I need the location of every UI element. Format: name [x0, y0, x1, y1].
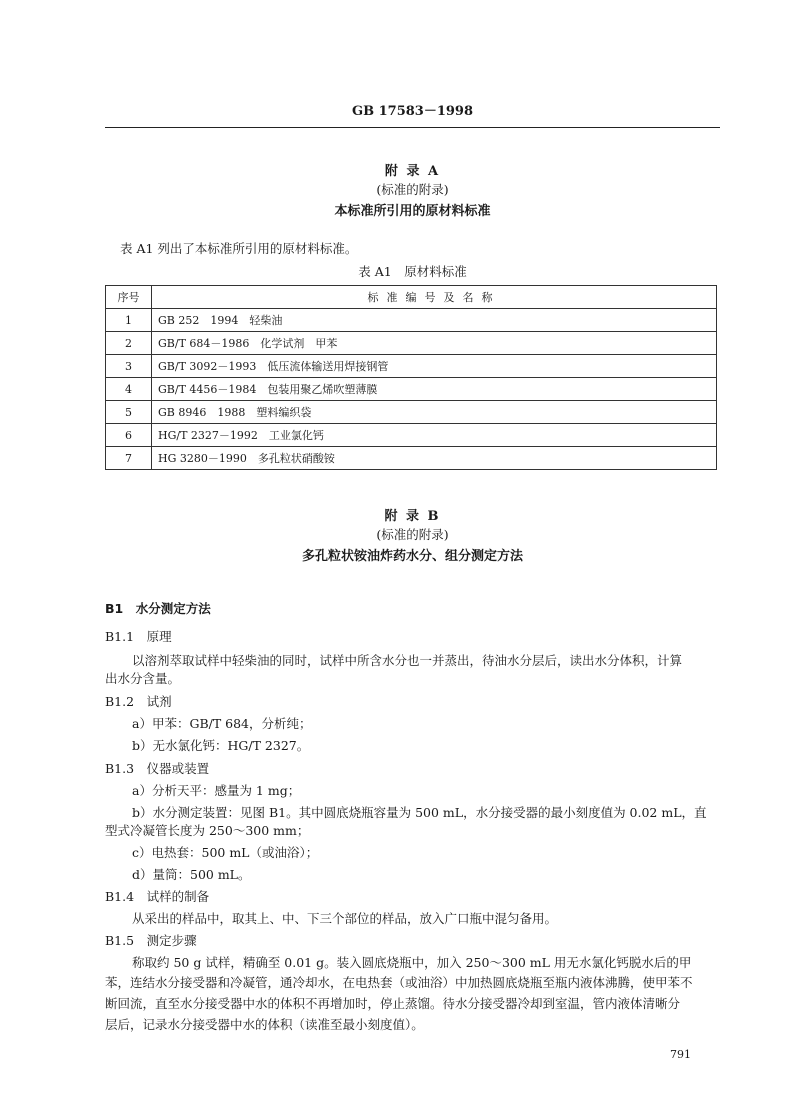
b1-5-text-line3: 断回流，直至水分接受器中水的体积不再增加时，停止蒸馏。待水分接受器冷却到室温，管内液体清晰分 — [105, 996, 681, 1011]
b1-1-text-line2: 出水分含量。 — [105, 671, 181, 686]
appendix-a-intro: 表 A1 列出了本标准所引用的原材料标准。 — [120, 241, 358, 256]
b1-3-item-d: d）量筒：500 mL。 — [132, 867, 251, 882]
b1-3-item-a: a）分析天平：感量为 1 mg； — [132, 783, 301, 798]
section-b1-3-heading: B1.3 仪器或装置 — [105, 761, 210, 776]
b1-5-text-line1: 称取约 50 g 试样，精确至 0.01 g。装入圆底烧瓶中，加入 250～300 mL 用无水氯化钙脱水后的甲 — [132, 955, 692, 970]
appendix-b-heading: 多孔粒状铵油炸药水分、组分测定方法 — [301, 549, 523, 564]
table-cell-text: GB 8946 1988 塑料编织袋 — [152, 401, 717, 424]
b1-2-item-a: a）甲苯：GB/T 684，分析纯； — [132, 716, 312, 731]
table-cell-no: 6 — [106, 424, 152, 447]
section-b1-2-heading: B1.2 试剂 — [105, 694, 172, 709]
appendix-b-title: 附 录 B — [384, 509, 441, 524]
table-row — [106, 424, 717, 447]
table-cell-text: HG/T 2327－1992 工业氯化钙 — [152, 424, 717, 447]
table-cell-text: HG 3280－1990 多孔粒状硝酸铵 — [152, 447, 717, 470]
table-caption: 表 A1 原材料标准 — [358, 264, 467, 279]
table-row — [106, 447, 717, 470]
table-row — [106, 355, 717, 378]
b1-5-text-line4: 层后，记录水分接受器中水的体积（读准至最小刻度值）。 — [105, 1017, 424, 1032]
section-b1-4-heading: B1.4 试样的制备 — [105, 889, 210, 904]
table-header-name: 标准编号及名称 — [152, 286, 717, 309]
table-row — [106, 332, 717, 355]
table-header-row — [106, 286, 717, 309]
appendix-a-heading: 本标准所引用的原材料标准 — [334, 204, 491, 219]
table-cell-no: 5 — [106, 401, 152, 424]
table-row — [106, 401, 717, 424]
appendix-a-subtitle: (标准的附录) — [376, 182, 449, 197]
b1-3-item-b-line1: b）水分测定装置：见图 B1。其中圆底烧瓶容量为 500 mL，水分接受器的最小刻度值为 0.02 mL，直 — [132, 805, 707, 820]
table-cell-no: 7 — [106, 447, 152, 470]
b1-1-text-line1: 以溶剂萃取试样中轻柴油的同时，试样中所含水分也一并蒸出，待油水分层后，读出水分体积，计算 — [132, 653, 683, 668]
header-rule — [105, 127, 720, 128]
appendix-a-title: 附 录 A — [384, 164, 441, 179]
table-cell-text: GB/T 4456－1984 包装用聚乙烯吹塑薄膜 — [152, 378, 717, 401]
table-cell-text: GB/T 684－1986 化学试剂 甲苯 — [152, 332, 717, 355]
table-header-no: 序号 — [106, 286, 152, 309]
section-b1-heading: B1 水分测定方法 — [105, 601, 211, 616]
table-cell-no: 3 — [106, 355, 152, 378]
table-cell-no: 1 — [106, 309, 152, 332]
b1-3-item-c: c）电热套：500 mL（或油浴）； — [132, 845, 319, 860]
standards-table — [105, 285, 717, 470]
header-code: GB 17583－1998 — [351, 104, 474, 119]
table-cell-text: GB/T 3092－1993 低压流体输送用焊接钢管 — [152, 355, 717, 378]
table-row — [106, 309, 717, 332]
b1-5-text-line2: 苯，连结水分接受器和冷凝管，通冷却水，在电热套（或油浴）中加热圆底烧瓶至瓶内液体沸腾，使甲苯不 — [105, 975, 693, 990]
table-row — [106, 378, 717, 401]
b1-2-item-b: b）无水氯化钙：HG/T 2327。 — [132, 738, 310, 753]
page-number: 791 — [670, 1048, 691, 1061]
section-b1-5-heading: B1.5 测定步骤 — [105, 933, 197, 948]
appendix-b-subtitle: (标准的附录) — [376, 527, 449, 542]
b1-4-text: 从采出的样品中，取其上、中、下三个部位的样品，放入广口瓶中混匀备用。 — [132, 911, 558, 926]
section-b1-1-heading: B1.1 原理 — [105, 629, 172, 644]
table-cell-no: 2 — [106, 332, 152, 355]
table-cell-text: GB 252 1994 轻柴油 — [152, 309, 717, 332]
b1-3-item-b-line2: 型式冷凝管长度为 250～300 mm； — [105, 823, 310, 838]
table-cell-no: 4 — [106, 378, 152, 401]
